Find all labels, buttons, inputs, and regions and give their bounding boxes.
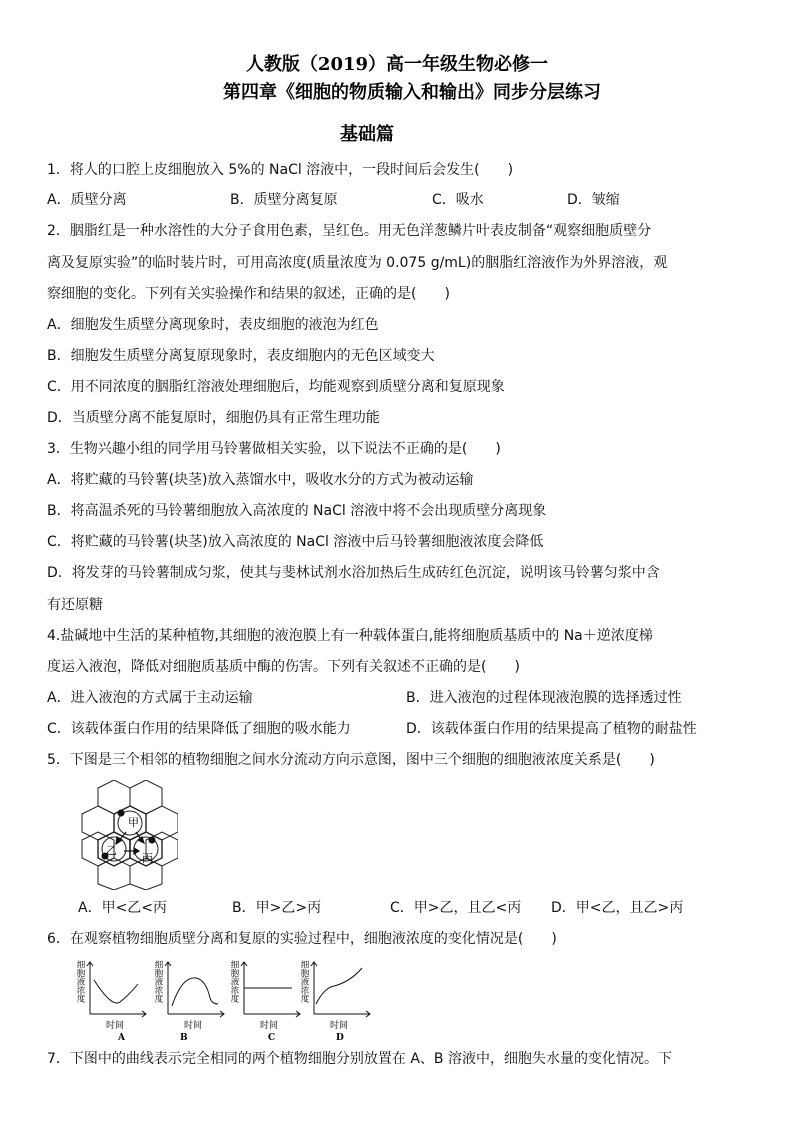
graph-xlabel: 时间 (330, 1021, 349, 1031)
curve (316, 968, 362, 1004)
question-1-stem: 1．将人的口腔上皮细胞放入 5%的 NaCl 溶液中，一段时间后会发生( ) (47, 162, 514, 178)
curve (94, 980, 138, 1003)
question-3-option-a: A．将贮藏的马铃薯(块茎)放入蒸馏水中，吸收水分的方式为被动运输 (47, 472, 474, 488)
question-1-option-c: C．吸水 (432, 192, 484, 208)
graph-xlabel: 时间 (106, 1021, 125, 1031)
question-3-option-b: B．将高温杀死的马铃薯细胞放入高浓度的 NaCl 溶液中将不会出现质壁分离现象 (47, 503, 547, 519)
question-2-option-b: B．细胞发生质壁分离复原现象时，表皮细胞内的无色区域变大 (47, 348, 435, 364)
graph-xlabel: 时间 (184, 1021, 203, 1031)
section-title: 基础篇 (340, 124, 394, 145)
graph-letter-c: C (268, 1033, 276, 1043)
question-2-option-c: C．用不同浓度的胭脂红溶液处理细胞后，均能观察到质壁分离和复原现象 (47, 379, 505, 395)
question-4-stem-line-2: 度运入液泡，降低对细胞质基质中酶的伤害。下列有关叙述不正确的是( ) (47, 659, 520, 675)
nucleus-dot (149, 837, 156, 844)
plant-cell-diagram (78, 780, 178, 890)
question-2-option-a: A．细胞发生质壁分离现象时，表皮细胞的液泡为红色 (47, 317, 379, 333)
graph-d (296, 958, 376, 1044)
graph-letter-d: D (336, 1033, 344, 1043)
curve (172, 978, 218, 1006)
question-3-stem: 3．生物兴趣小组的同学用马铃薯做相关实验，以下说法不正确的是( ) (47, 441, 501, 457)
cell-label-jia: 甲 (128, 816, 139, 829)
graph-ylabel: 细胞液浓度 (75, 960, 85, 1003)
hex-cell (98, 858, 130, 890)
question-1-option-b: B．质壁分离复原 (230, 192, 338, 208)
graph-letter-a: A (118, 1033, 125, 1043)
question-4-option-b: B．进入液泡的过程体现液泡膜的选择透过性 (406, 690, 682, 706)
question-4-option-a: A．进入液泡的方式属于主动运输 (47, 690, 253, 706)
question-5-option-d: D．甲<乙，且乙>丙 (551, 900, 684, 916)
question-3-option-c: C．将贮藏的马铃薯(块茎)放入高浓度的 NaCl 溶液中后马铃薯细胞液浓度会降低 (47, 534, 544, 550)
question-2-stem-line-2: 离及复原实验”的临时装片时，可用高浓度(质量浓度为 0.075 g/mL)的胭脂红溶液作为外界溶液，观 (47, 255, 668, 271)
question-5-option-a: A．甲<乙<丙 (78, 900, 168, 916)
question-4-stem-line-1: 4.盐碱地中生活的某种植物,其细胞的液泡膜上有一种载体蛋白,能将细胞质基质中的 Na＋逆浓度梯 (47, 628, 653, 644)
question-3-option-d-line-1: D．将发芽的马铃薯制成匀浆，使其与斐林试剂水浴加热后生成砖红色沉淀，说明该马铃薯匀浆中含 (47, 565, 660, 581)
question-1-option-d: D．皱缩 (567, 192, 620, 208)
question-7-stem: 7．下图中的曲线表示完全相同的两个植物细胞分别放置在 A、B 溶液中，细胞失水量的变化情况。下 (47, 1051, 672, 1067)
cell-label-yi: 乙 (106, 844, 117, 857)
question-1-option-a: A．质壁分离 (47, 192, 127, 208)
question-3-option-d-line-2: 有还原糖 (47, 597, 103, 613)
graph-ylabel: 细胞液浓度 (229, 960, 239, 1003)
graph-xlabel: 时间 (260, 1021, 279, 1031)
question-2-option-d: D．当质壁分离不能复原时，细胞仍具有正常生理功能 (47, 410, 380, 426)
worksheet-title: 人教版（2019）高一年级生物必修一 (245, 54, 549, 75)
cell-label-bing: 丙 (142, 852, 153, 865)
question-5-stem: 5．下图是三个相邻的植物细胞之间水分流动方向示意图，图中三个细胞的细胞液浓度关系是( ) (47, 752, 655, 768)
question-5-option-c: C．甲>乙，且乙<丙 (390, 900, 522, 916)
question-6-stem: 6．在观察植物细胞质壁分离和复原的实验过程中，细胞液浓度的变化情况是( ) (47, 931, 557, 947)
graph-c (226, 958, 306, 1044)
graph-ylabel: 细胞液浓度 (299, 960, 309, 1003)
graph-letter-b: B (180, 1033, 188, 1043)
graph-ylabel: 细胞液浓度 (153, 960, 163, 1003)
question-4-option-d: D．该载体蛋白作用的结果提高了植物的耐盐性 (406, 721, 697, 737)
graph-a (72, 958, 152, 1044)
question-4-option-c: C．该载体蛋白作用的结果降低了细胞的吸水能力 (47, 721, 351, 737)
graph-b (150, 958, 230, 1044)
question-2-stem-line-1: 2．胭脂红是一种水溶性的大分子食用色素，呈红色。用无色洋葱鳞片叶表皮制备“观察细胞质壁分 (47, 223, 652, 239)
question-5-option-b: B．甲>乙>丙 (232, 900, 322, 916)
nucleus-dot (118, 810, 125, 817)
chapter-title: 第四章《细胞的物质输入和输出》同步分层练习 (223, 82, 601, 103)
question-2-stem-line-3: 察细胞的变化。下列有关实验操作和结果的叙述，正确的是( ) (47, 286, 450, 302)
